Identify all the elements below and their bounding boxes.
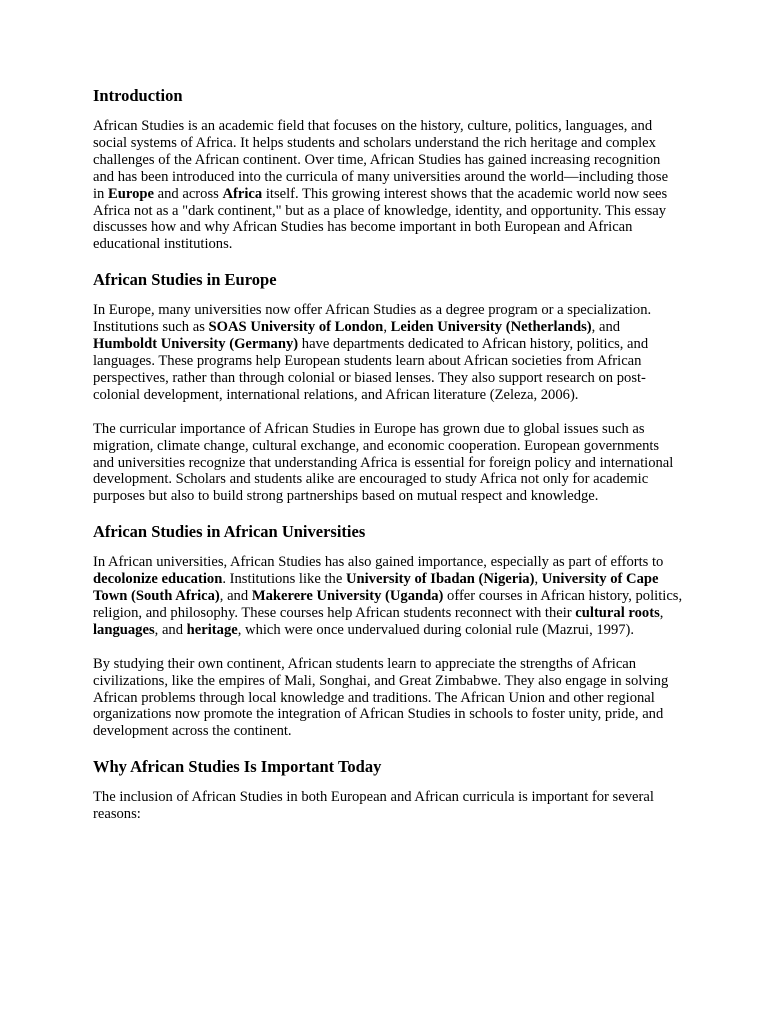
section-heading: Introduction xyxy=(93,86,183,105)
document-body xyxy=(93,86,683,840)
text-run: and across xyxy=(153,185,223,202)
section-heading: African Studies in African Universities xyxy=(93,522,366,542)
bold-text: decolonize education xyxy=(93,571,223,588)
bold-text: Leiden University (Netherlands) xyxy=(390,319,592,336)
text-run: , which were once undervalued during colonial rule (Mazrui, 1997). xyxy=(237,621,635,638)
text-run: In African universities, African Studies has also gained importance, especially as part of efforts to xyxy=(93,554,664,571)
bold-text: languages xyxy=(93,621,155,638)
section-heading: African Studies in Europe xyxy=(93,270,277,290)
paragraph xyxy=(93,656,683,741)
text-run: , xyxy=(659,604,664,621)
bold-text: heritage xyxy=(186,621,238,638)
text-run: , and xyxy=(219,588,252,605)
text-run: The inclusion of African Studies in both European and African curricula is important for several reasons: xyxy=(93,789,654,823)
paragraph xyxy=(93,421,683,506)
text-run: have departments dedicated to African history, politics, and languages. These programs help European students learn about African societies from African perspectives, rather than through colonial or biased lenses. They also support research on post-colonial development, international relations, and African literature (Zeleza, 2006). xyxy=(93,336,649,403)
bold-text: University of Ibadan (Nigeria) xyxy=(345,571,535,588)
section-heading: Why African Studies Is Important Today xyxy=(93,757,382,777)
section xyxy=(93,757,683,823)
text-run: By studying their own continent, African students learn to appreciate the strengths of African civilizations, like the empires of Mali, Songhai, and Great Zimbabwe. They also engage in solving African problems through local knowledge and traditions. The African Union and other regional organizations now promote the integration of African Studies in schools to foster unity, pride, and development across the continent. xyxy=(93,655,669,740)
section xyxy=(93,270,683,505)
text-run: , xyxy=(534,571,542,588)
text-run: offer courses in African history, politics, religion, and philosophy. These courses help African students reconnect with their xyxy=(93,588,683,621)
paragraph xyxy=(93,789,683,823)
text-run: In Europe, many universities now offer African Studies as a degree program or a specialization. Institutions such as xyxy=(93,302,652,336)
bold-text: Humboldt University (Germany) xyxy=(93,336,299,353)
bold-text: Africa xyxy=(222,185,263,202)
section xyxy=(93,522,683,740)
text-run: , xyxy=(383,319,391,336)
paragraph xyxy=(93,302,683,403)
bold-text: cultural roots xyxy=(575,604,660,621)
paragraph xyxy=(93,554,683,639)
text-run: African Studies is an academic field that focuses on the history, culture, politics, languages, and social systems of Africa. It helps students and scholars understand the rich heritage and complex challenges of the African continent. Over time, African Studies has gained increasing recognition and has been introduced into the curricula of many universities around the world—including those in xyxy=(93,118,669,202)
bold-text: Makerere University (Uganda) xyxy=(251,588,444,605)
text-run: , and xyxy=(154,621,187,638)
text-run: , and xyxy=(591,319,621,336)
bold-text: SOAS University of London xyxy=(208,319,384,336)
bold-text: Europe xyxy=(108,185,154,202)
text-run: . Institutions like the xyxy=(222,571,346,588)
bold-text: University of Cape Town (South Africa) xyxy=(93,571,659,605)
paragraph xyxy=(93,118,683,253)
section xyxy=(93,86,683,253)
text-run: itself. This growing interest shows that the academic world now sees Africa not as a "dark continent," but as a place of knowledge, identity, and opportunity. This essay discusses how and why African Studies has become important in both European and African educational institutions. xyxy=(93,185,668,253)
text-run: The curricular importance of African Studies in Europe has grown due to global issues such as migration, climate change, cultural exchange, and economic cooperation. European governments and universities recognize that understanding Africa is essential for foreign policy and international development. Scholars and students alike are encouraged to study Africa not only for academic purposes but also to build strong partnerships based on mutual respect and knowledge. xyxy=(93,420,674,505)
